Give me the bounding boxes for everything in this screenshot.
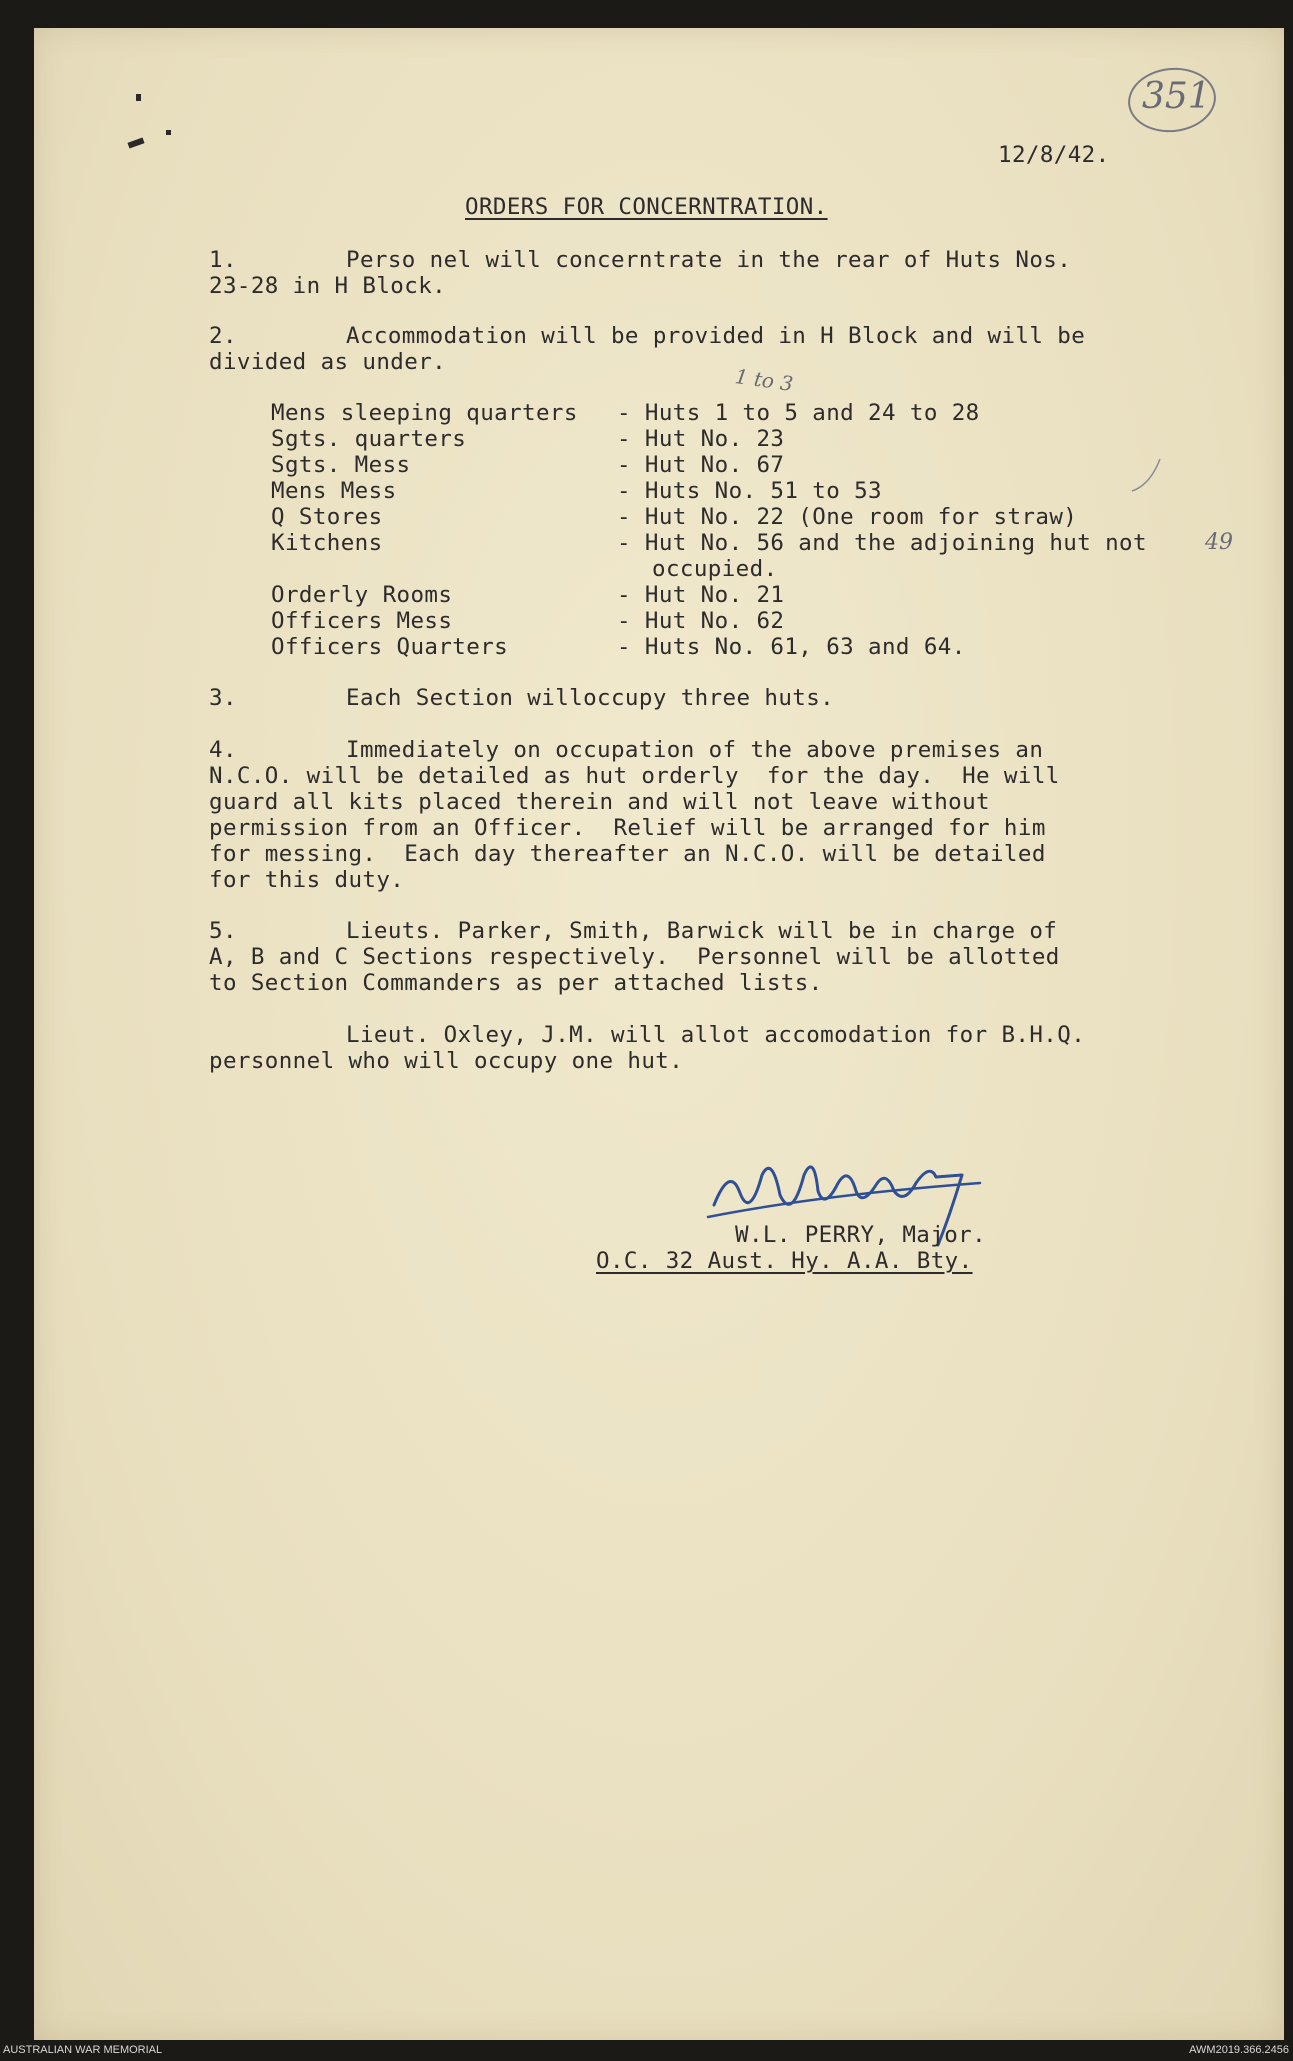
allocation-area: Mens sleeping quarters [271,400,578,426]
para4-line3: guard all kits placed therein and will not leave without [209,789,990,815]
para3-line1: Each Section willoccupy three huts. [346,685,835,711]
para6-line1: Lieut. Oxley, J.M. will allot accomodation for B.H.Q. [346,1022,1086,1048]
allocation-huts: - Huts No. 51 to 53 [617,478,882,504]
para5-line1: Lieuts. Parker, Smith, Barwick will be in charge of [346,918,1058,944]
archive-footer [0,2040,1293,2061]
allocation-area: Sgts. Mess [271,452,411,478]
allocation-area: Officers Mess [271,608,453,634]
allocation-area: Q Stores [271,504,383,530]
para2-line2: divided as under. [209,349,447,375]
para3-number: 3. [209,685,237,711]
document-title: ORDERS FOR CONCERNTRATION. [465,194,828,220]
document-date: 12/8/42. [998,142,1110,168]
para5-line2: A, B and C Sections respectively. Personnel will be allotted [209,944,1060,970]
allocation-area: Mens Mess [271,478,397,504]
allocation-huts: - Hut No. 56 and the adjoining hut not [617,530,1147,556]
para1-number: 1. [209,247,237,273]
pencil-tick-mark [1130,455,1170,495]
signature-title: O.C. 32 Aust. Hy. A.A. Bty. [596,1248,973,1274]
allocation-huts: - Huts No. 61, 63 and 64. [617,634,966,660]
para1-line2: 23-28 in H Block. [209,273,447,299]
signature-name: W.L. PERRY, Major. [735,1222,987,1248]
para4-line6: for this duty. [209,867,405,893]
allocation-huts: - Huts 1 to 5 and 24 to 28 [617,400,980,426]
allocation-huts: - Hut No. 21 [617,582,785,608]
allocation-area: Officers Quarters [271,634,509,660]
reference-number: 351 [1142,76,1211,117]
allocation-huts-continuation: occupied. [652,556,778,582]
allocation-huts: - Hut No. 22 (One room for straw) [617,504,1078,530]
para4-line2: N.C.O. will be detailed as hut orderly for the day. He will [209,763,1060,789]
para5-number: 5. [209,918,237,944]
para4-line1: Immediately on occupation of the above premises an [346,737,1044,763]
para4-line5: for messing. Each day thereafter an N.C.O. will be detailed [209,841,1046,867]
allocation-area: Kitchens [271,530,383,556]
footer-institution: AUSTRALIAN WAR MEMORIAL [3,2044,163,2056]
allocation-area: Sgts. quarters [271,426,467,452]
para1-line1: Perso nel will concerntrate in the rear of Huts Nos. [346,247,1072,273]
pencil-annotation-1-to-3: 1 to 3 [733,364,795,396]
para4-line4: permission from an Officer. Relief will be arranged for him [209,815,1046,841]
punch-mark [136,94,141,101]
punch-mark [166,130,171,135]
allocation-huts: - Hut No. 23 [617,426,785,452]
para2-line1: Accommodation will be provided in H Block and will be [346,323,1086,349]
footer-accession-number: AWM2019.366.2456 [1189,2044,1289,2056]
pencil-annotation-49: 49 [1205,530,1233,555]
para6-line2: personnel who will occupy one hut. [209,1048,684,1074]
para2-number: 2. [209,323,237,349]
para5-line3: to Section Commanders as per attached lists. [209,970,823,996]
allocation-huts: - Hut No. 67 [617,452,785,478]
allocation-area: Orderly Rooms [271,582,453,608]
allocation-huts: - Hut No. 62 [617,608,785,634]
para4-number: 4. [209,737,237,763]
